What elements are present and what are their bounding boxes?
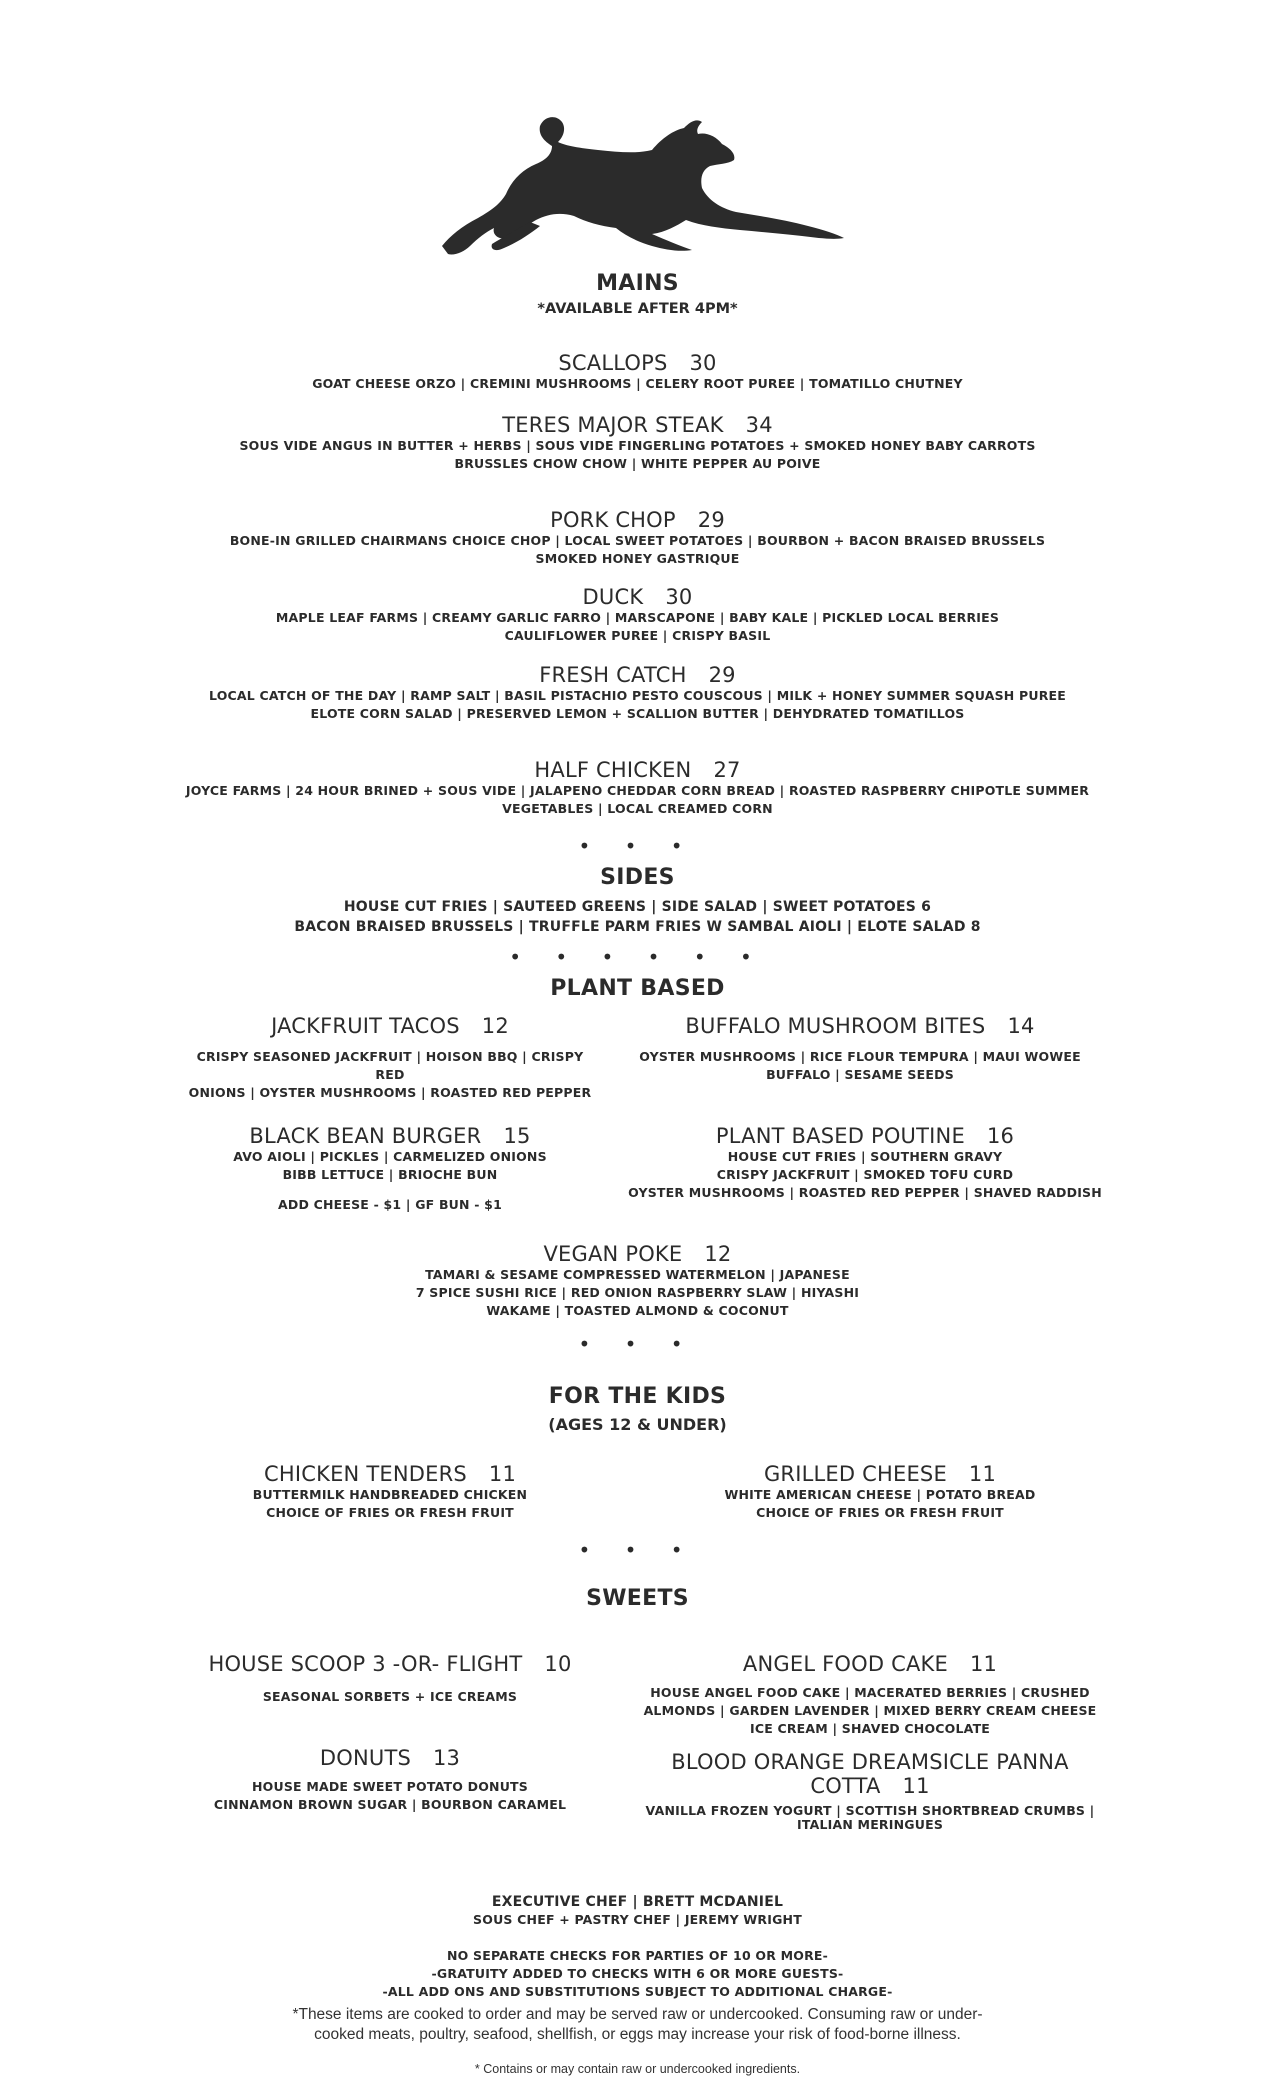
item-description: BONE-IN GRILLED CHAIRMANS CHOICE CHOP | LOCAL SWEET POTATOES | BOURBON + BACON BRAISED BRUSSELS — [229, 533, 1046, 548]
policy-notes — [0, 1947, 1275, 2001]
item-description: CRISPY SEASONED JACKFRUIT | HOISON BBQ | CRISPY RED — [196, 1049, 584, 1082]
item-name: GRILLED CHEESE — [763, 1462, 947, 1486]
item-name-line — [700, 1462, 1060, 1486]
item-price: 12 — [704, 1242, 732, 1266]
item-description: GOAT CHEESE ORZO | CREMINI MUSHROOMS | CELERY ROOT PUREE | TOMATILLO CHUTNEY — [312, 376, 963, 391]
menu-item-buffalo-mushroom-bites — [630, 1014, 1090, 1084]
item-name: JACKFRUIT TACOS — [271, 1014, 460, 1038]
item-price: 11 — [902, 1774, 930, 1798]
menu-item-teres-major-steak — [0, 413, 1275, 473]
item-name: ANGEL FOOD CAKE — [742, 1652, 948, 1676]
item-name-line — [620, 1124, 1110, 1148]
item-name: BLOOD ORANGE DREAMSICLE PANNA COTTA — [671, 1750, 1069, 1798]
separator-dots: • • • — [578, 1538, 697, 1562]
menu-item-fresh-catch — [0, 663, 1275, 723]
item-description: WAKAME | TOASTED ALMOND & COCONUT — [486, 1303, 789, 1318]
item-price: 11 — [969, 1652, 998, 1676]
menu-item-angel-food-cake — [640, 1652, 1100, 1738]
item-description: CHOICE OF FRIES OR FRESH FRUIT — [756, 1505, 1004, 1520]
item-description: CINNAMON BROWN SUGAR | BOURBON CARAMEL — [213, 1797, 567, 1812]
kids-subtitle: (AGES 12 & UNDER) — [548, 1415, 727, 1434]
item-description: OYSTER MUSHROOMS | ROASTED RED PEPPER | SHAVED RADDISH — [628, 1185, 1102, 1200]
item-name: PLANT BASED POUTINE — [715, 1124, 965, 1148]
item-name-line — [0, 663, 1275, 687]
item-name: DUCK — [582, 585, 644, 609]
item-name-line — [230, 1462, 550, 1486]
advisory-line: *These items are cooked to order and may be served raw or undercooked. Consuming raw or under- — [292, 2006, 983, 2023]
item-name-line — [0, 351, 1275, 375]
separator-dots: • • • — [578, 1332, 697, 1356]
item-price: 11 — [968, 1462, 997, 1486]
item-description: CRISPY JACKFRUIT | SMOKED TOFU CURD — [716, 1167, 1014, 1182]
plant-based-title: PLANT BASED — [550, 976, 725, 1001]
item-name: PORK CHOP — [550, 508, 676, 532]
separator-dots: • • • — [578, 834, 697, 858]
item-description: AVO AIOLI | PICKLES | CARMELIZED ONIONS — [233, 1149, 547, 1164]
item-name-line — [0, 585, 1275, 609]
item-price: 10 — [544, 1652, 572, 1676]
item-name-line — [180, 1124, 600, 1148]
mains-title: MAINS — [596, 271, 679, 296]
executive-chef: EXECUTIVE CHEF | BRETT MCDANIEL — [491, 1894, 784, 1910]
item-name: SCALLOPS — [558, 351, 668, 375]
item-name-line — [0, 413, 1275, 437]
menu-item-scallops — [0, 351, 1275, 393]
policy-line: -GRATUITY ADDED TO CHECKS WITH 6 OR MORE GUESTS- — [431, 1966, 844, 1981]
item-addon: ADD CHEESE - $1 | GF BUN - $1 — [278, 1197, 502, 1212]
item-description: SMOKED HONEY GASTRIQUE — [535, 551, 740, 566]
item-name: FRESH CATCH — [539, 663, 687, 687]
sweets-title: SWEETS — [586, 1586, 689, 1611]
item-name-line — [0, 1242, 1275, 1266]
item-price: 14 — [1007, 1014, 1035, 1038]
item-description: ELOTE CORN SALAD | PRESERVED LEMON + SCALLION BUTTER | DEHYDRATED TOMATILLOS — [310, 706, 965, 721]
item-name: TERES MAJOR STEAK — [502, 413, 724, 437]
mains-subtitle: *AVAILABLE AFTER 4PM* — [537, 301, 738, 317]
item-description: MAPLE LEAF FARMS | CREAMY GARLIC FARRO | MARSCAPONE | BABY KALE | PICKLED LOCAL BERRIES — [275, 610, 1000, 625]
item-name-line — [630, 1014, 1090, 1038]
item-description: CAULIFLOWER PUREE | CRISPY BASIL — [504, 628, 771, 643]
leaping-rabbit-logo — [440, 108, 850, 258]
item-description: LOCAL CATCH OF THE DAY | RAMP SALT | BASIL PISTACHIO PESTO COUSCOUS | MILK + HONEY SUMMER SQUASH PUREE — [208, 688, 1066, 703]
sides-list — [0, 897, 1275, 937]
item-name: BLACK BEAN BURGER — [249, 1124, 482, 1148]
item-description: ONIONS | OYSTER MUSHROOMS | ROASTED RED PEPPER — [188, 1085, 592, 1100]
menu-item-duck — [0, 585, 1275, 645]
separator-dots: • • • • • • — [509, 945, 766, 969]
item-description: HOUSE MADE SWEET POTATO DONUTS — [252, 1779, 528, 1794]
item-price: 29 — [708, 663, 736, 687]
menu-item-grilled-cheese — [700, 1462, 1060, 1522]
menu-item-panna-cotta — [610, 1750, 1130, 1832]
item-price: 15 — [503, 1124, 531, 1148]
item-price: 16 — [986, 1124, 1015, 1148]
item-description: BIBB LETTUCE | BRIOCHE BUN — [282, 1167, 498, 1182]
item-description: ALMONDS | GARDEN LAVENDER | MIXED BERRY CREAM CHEESE — [643, 1703, 1097, 1718]
policy-line: -ALL ADD ONS AND SUBSTITUTIONS SUBJECT TO ADDITIONAL CHARGE- — [382, 1984, 893, 1999]
item-description: CHOICE OF FRIES OR FRESH FRUIT — [266, 1505, 514, 1520]
item-price: 27 — [713, 758, 741, 782]
item-price: 11 — [488, 1462, 517, 1486]
item-description: HOUSE CUT FRIES | SOUTHERN GRAVY — [727, 1149, 1003, 1164]
item-name-line — [640, 1652, 1100, 1676]
item-name: HOUSE SCOOP 3 -OR- FLIGHT — [208, 1652, 523, 1676]
item-name-line — [170, 1746, 610, 1770]
item-name: DONUTS — [319, 1746, 411, 1770]
item-price: 13 — [433, 1746, 461, 1770]
item-price: 29 — [697, 508, 725, 532]
item-description: BUFFALO | SESAME SEEDS — [766, 1067, 954, 1082]
item-description: BUTTERMILK HANDBREADED CHICKEN — [252, 1487, 528, 1502]
menu-item-vegan-poke — [0, 1242, 1275, 1320]
policy-line: NO SEPARATE CHECKS FOR PARTIES OF 10 OR MORE- — [446, 1948, 829, 1963]
item-description: HOUSE ANGEL FOOD CAKE | MACERATED BERRIES | CRUSHED — [650, 1685, 1090, 1700]
menu-item-half-chicken — [0, 758, 1275, 818]
item-description: SEASONAL SORBETS + ICE CREAMS — [262, 1689, 518, 1704]
item-name-line — [170, 1652, 610, 1676]
menu-item-jackfruit-tacos — [180, 1014, 600, 1102]
item-price: 34 — [745, 413, 773, 437]
item-name: BUFFALO MUSHROOM BITES — [685, 1014, 986, 1038]
item-name-line — [610, 1750, 1130, 1798]
item-description: SOUS VIDE ANGUS IN BUTTER + HERBS | SOUS VIDE FINGERLING POTATOES + SMOKED HONEY BABY CARROTS — [239, 438, 1036, 453]
sides-line: BACON BRAISED BRUSSELS | TRUFFLE PARM FRIES W SAMBAL AIOLI | ELOTE SALAD 8 — [294, 919, 981, 935]
item-description: VANILLA FROZEN YOGURT | SCOTTISH SHORTBREAD CRUMBS | — [645, 1803, 1095, 1818]
consumer-advisory — [0, 2005, 1275, 2045]
item-description: ITALIAN MERINGUES — [796, 1817, 944, 1832]
chef-credits — [0, 1893, 1275, 1929]
item-description: OYSTER MUSHROOMS | RICE FLOUR TEMPURA | MAUI WOWEE — [639, 1049, 1081, 1064]
item-description: WHITE AMERICAN CHEESE | POTATO BREAD — [724, 1487, 1036, 1502]
menu-item-plant-based-poutine — [620, 1124, 1110, 1202]
menu-item-chicken-tenders — [230, 1462, 550, 1522]
item-name: CHICKEN TENDERS — [263, 1462, 467, 1486]
item-description: BRUSSLES CHOW CHOW | WHITE PEPPER AU POIVE — [454, 456, 821, 471]
item-description: TAMARI & SESAME COMPRESSED WATERMELON | JAPANESE — [425, 1267, 850, 1282]
item-description: ICE CREAM | SHAVED CHOCOLATE — [749, 1721, 991, 1736]
menu-item-pork-chop — [0, 508, 1275, 568]
menu-item-donuts — [170, 1746, 610, 1814]
item-description: VEGETABLES | LOCAL CREAMED CORN — [502, 801, 773, 816]
item-name: HALF CHICKEN — [534, 758, 692, 782]
menu-item-black-bean-burger — [180, 1124, 600, 1214]
item-price: 12 — [481, 1014, 509, 1038]
item-price: 30 — [689, 351, 717, 375]
item-name: VEGAN POKE — [543, 1242, 683, 1266]
item-price: 30 — [665, 585, 693, 609]
sides-line: HOUSE CUT FRIES | SAUTEED GREENS | SIDE SALAD | SWEET POTATOES 6 — [343, 899, 932, 915]
menu-item-house-scoop — [170, 1652, 610, 1706]
sides-title: SIDES — [600, 865, 675, 890]
item-description: 7 SPICE SUSHI RICE | RED ONION RASPBERRY SLAW | HIYASHI — [415, 1285, 860, 1300]
item-name-line — [0, 508, 1275, 532]
raw-ingredients-note: * Contains or may contain raw or undercooked ingredients. — [474, 2062, 801, 2076]
item-name-line — [180, 1014, 600, 1038]
kids-title: FOR THE KIDS — [548, 1384, 727, 1409]
advisory-line: cooked meats, poultry, seafood, shellfish, or eggs may increase your risk of food-borne illness. — [314, 2026, 961, 2043]
item-name-line — [0, 758, 1275, 782]
sous-chef: SOUS CHEF + PASTRY CHEF | JEREMY WRIGHT — [473, 1912, 802, 1927]
item-description: JOYCE FARMS | 24 HOUR BRINED + SOUS VIDE | JALAPENO CHEDDAR CORN BREAD | ROASTED RASPBERRY CHIPOTLE SUMMER — [185, 783, 1090, 798]
